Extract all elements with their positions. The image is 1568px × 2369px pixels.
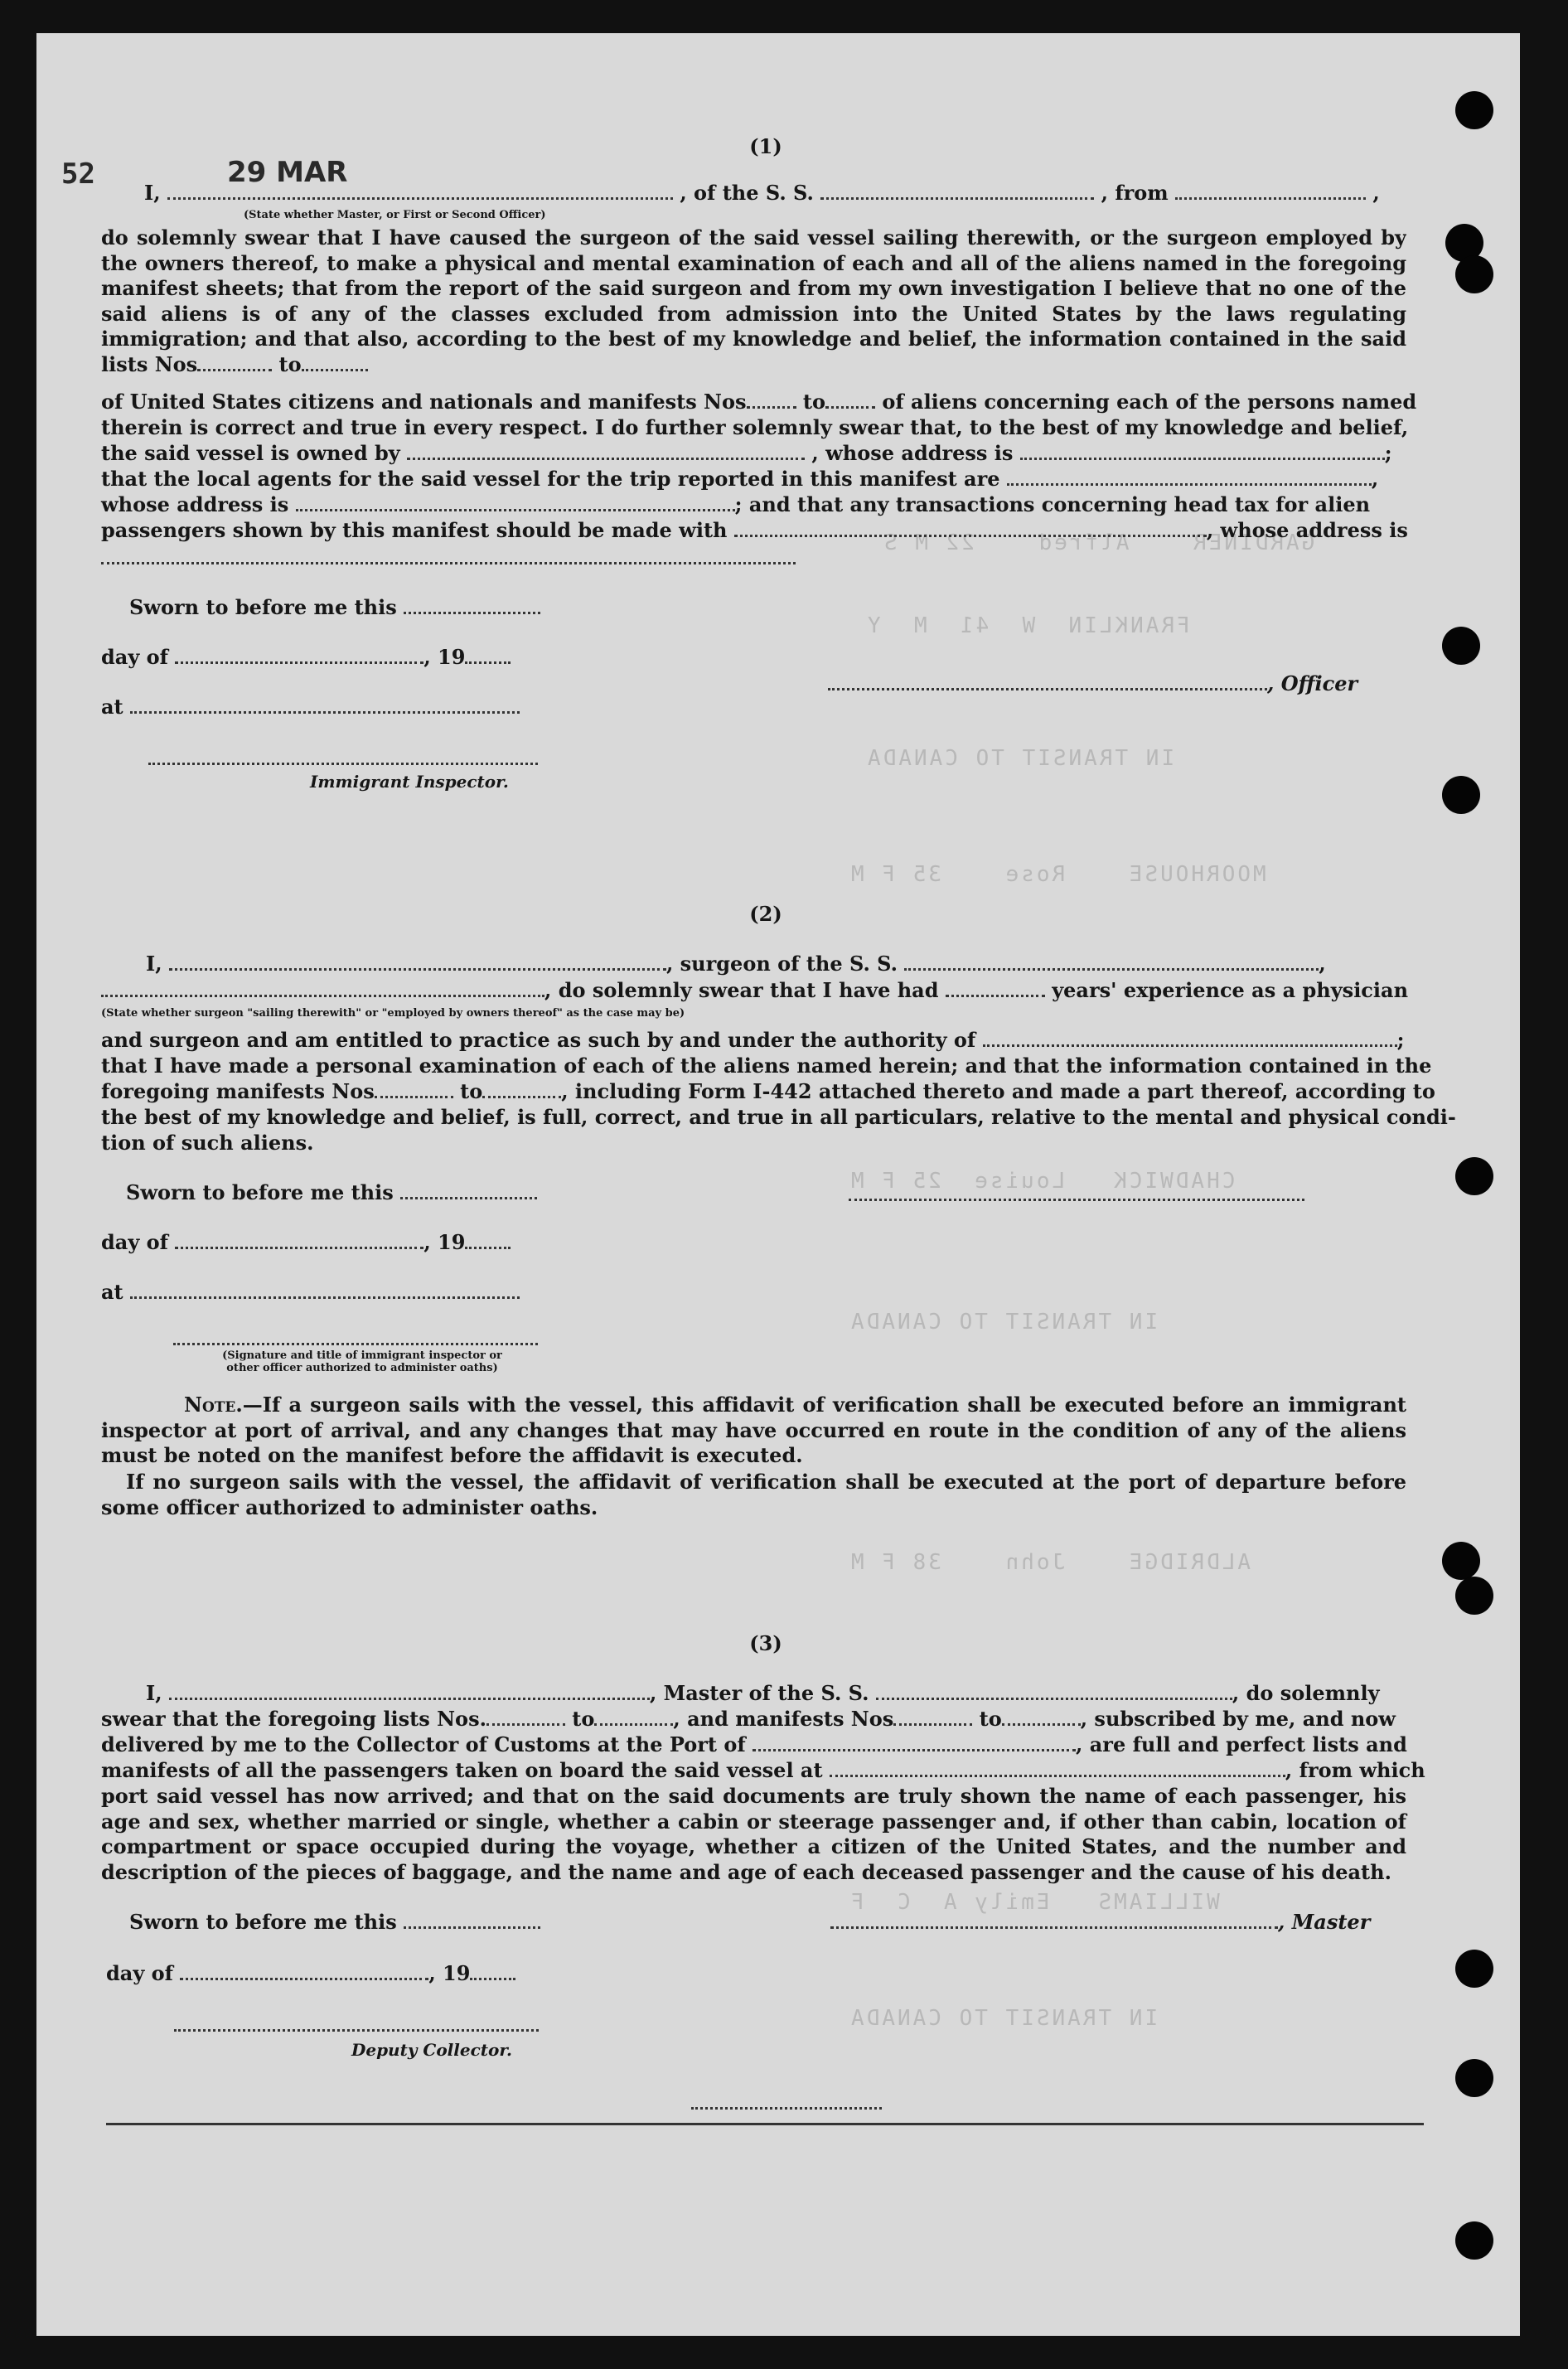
text-sworn: Sworn to before me this <box>126 1180 394 1204</box>
boarding-port-blank <box>830 1760 1285 1777</box>
text-I: I, <box>146 952 162 976</box>
inspector-2-signature-blank <box>173 1341 538 1345</box>
manifest-nos-blank <box>747 391 796 409</box>
signature-caption-line-1: (Signature and title of immigrant inspector or <box>222 1349 502 1362</box>
text-day-of: day of <box>101 645 168 669</box>
at-blank <box>130 1281 520 1299</box>
day-blank <box>175 647 423 664</box>
text-owned-by: the said vessel is owned by <box>101 441 400 465</box>
section-1-line-therein: therein is correct and true in every respect. I do further solemnly swear that, to the best of my knowledge and belief, <box>101 415 1409 439</box>
master-name-blank <box>167 182 673 200</box>
text-sworn: Sworn to before me this <box>129 595 397 619</box>
head-tax-address-blank <box>101 560 796 564</box>
bleed-through-text: FRANKLIN W 41 M Y <box>865 613 1190 638</box>
agents-address-blank <box>296 494 735 511</box>
text-sworn: Sworn to before me this <box>129 1910 397 1934</box>
text-aliens-concerning: of aliens concerning each of the persons named <box>882 390 1417 414</box>
manifest-to-blank <box>825 391 875 409</box>
section-2-line-1 <box>146 952 1520 976</box>
section-2-line-4: that I have made a personal examination of each of the aliens named herein; and that the information contained in the <box>101 1054 1432 1078</box>
text-collector: delivered by me to the Collector of Customs at the Port of <box>101 1732 746 1756</box>
vessel-name-blank <box>820 182 1094 200</box>
punch-hole <box>1442 627 1480 665</box>
master-vessel-blank <box>876 1683 1232 1700</box>
section-3-line-4 <box>101 1758 1520 1783</box>
year-blank <box>465 1232 511 1249</box>
text-year: , 19 <box>428 1961 471 1985</box>
section-3-line-3 <box>101 1732 1520 1757</box>
year-blank <box>470 1963 515 1980</box>
master-signature-blank <box>830 1911 1278 1929</box>
inspector-signature-blank <box>148 761 538 765</box>
sworn-blank <box>400 1182 537 1199</box>
at-blank <box>130 696 520 714</box>
section-1-paragraph-text: do solemnly swear that I have caused the surgeon of the said vessel sailing therewith, or the surgeon employed by the owners thereof, to make a physical and mental examination of each and all of the aliens named in the foregoing manifest sheets; that from the report of the said surgeon and from my own investigation I believe that no one of the said aliens is of any of the classes excluded from admission into the United States by the laws regulating immigration; and that also, according to the best of my knowledge and belief, the information contained in the said lists Nos <box>101 225 1406 376</box>
text-subscribed: , subscribed by me, and now <box>1080 1707 1396 1731</box>
section-1-line-agents <box>101 467 1520 492</box>
date-stamp: 29 MAR <box>227 156 348 189</box>
owner-blank <box>407 443 805 460</box>
text-to: to <box>278 351 302 376</box>
surgeon-signature-blank <box>849 1197 1304 1201</box>
text-authority: and surgeon and am entitled to practice as such by and under the authority of <box>101 1028 976 1052</box>
text-do-solemnly: , do solemnly <box>1232 1681 1380 1705</box>
note-label: Note. <box>184 1393 243 1417</box>
section-2-heading: (2) <box>749 902 782 926</box>
text-to: to <box>979 1707 1002 1731</box>
section-3-heading: (3) <box>749 1631 782 1655</box>
text-comma: , <box>1372 181 1380 205</box>
day-blank <box>175 1232 423 1249</box>
text-day-of: day of <box>106 1961 173 1985</box>
text-I: I, <box>144 181 161 205</box>
authority-blank <box>983 1029 1397 1047</box>
agents-blank <box>1007 468 1372 486</box>
section-1-line-1 <box>144 181 1445 206</box>
sworn-line-1 <box>129 595 1520 620</box>
text-at: at <box>101 695 123 719</box>
signature-caption-line-2: other officer authorized to administer oaths) <box>226 1362 498 1374</box>
surgeon-caption: (State whether surgeon "sailing therewith" or "employed by owners thereof" as the case may be) <box>101 1007 685 1020</box>
sworn-line-2 <box>126 1180 1520 1205</box>
punch-hole <box>1455 2221 1493 2260</box>
text-citizens: of United States citizens and nationals and manifests Nos <box>101 390 747 414</box>
bleed-through-text: IN TRANSIT TO CANADA <box>849 2006 1159 2031</box>
immigrant-inspector-caption: Immigrant Inspector. <box>310 772 509 792</box>
text-year: , 19 <box>423 1230 466 1254</box>
section-2-line-6: the best of my knowledge and belief, is full, correct, and true in all particulars, relative to the mental and physical condi- <box>101 1105 1456 1129</box>
master-caption: (State whether Master, or First or Second Officer) <box>244 209 546 221</box>
text-local-agents: that the local agents for the said vessel for the trip reported in this manifest are <box>101 467 1000 491</box>
text-to: to <box>802 390 825 414</box>
manifest-to-blank <box>1002 1708 1081 1726</box>
bleed-through-text: GARDINER Alfred 22 M S <box>882 530 1315 555</box>
text-to: to <box>460 1079 483 1103</box>
text-solemnly-swear: , do solemnly swear that I have had <box>544 978 939 1002</box>
years-blank <box>946 980 1045 997</box>
text-at: at <box>101 1280 123 1304</box>
bleed-through-text: MOORHOUSE Rose 35 F M <box>849 862 1266 887</box>
lists-to-blank <box>302 354 368 371</box>
section-1-heading: (1) <box>749 134 782 158</box>
head-tax-party-blank <box>734 520 1207 537</box>
text-surgeon-of: , surgeon of the S. S. <box>665 952 898 976</box>
text-comma: , <box>1319 952 1326 976</box>
lists-to-blank <box>594 1708 673 1726</box>
punch-hole <box>1442 776 1480 814</box>
day-line-2 <box>101 1230 1520 1255</box>
bleed-through-text: IN TRANSIT TO CANADA <box>865 746 1175 771</box>
section-2-line-5 <box>101 1079 1520 1104</box>
surgeon-vessel-blank <box>904 953 1319 971</box>
officer-line <box>828 671 1520 696</box>
section-1-line-passengers <box>101 518 1520 543</box>
day-line-3 <box>106 1961 1520 1986</box>
text-head-tax: ; and that any transactions concerning head tax for alien <box>734 492 1371 516</box>
lists-blank <box>486 1708 565 1726</box>
bleed-through-text: WILLIAMS Emily A C F <box>849 1890 1220 1915</box>
sworn-blank <box>404 1911 540 1929</box>
punch-hole <box>1442 1542 1480 1580</box>
text-manifests-nos: , and manifests Nos <box>673 1707 894 1731</box>
punch-hole <box>1455 2059 1493 2097</box>
text-passengers-shown: passengers shown by this manifest should be made with <box>101 518 728 542</box>
note-text-1: —If a surgeon sails with the vessel, this affidavit of verification shall be executed before an immigrant inspector at port of arrival, and any changes that may have occurred en route in the condition of any of the aliens must be noted on the manifest before the affidavit is executed. <box>101 1393 1406 1467</box>
text-years-experience: years' experience as a physician <box>1052 978 1409 1002</box>
bleed-through-text: ALDRIDGE John 38 F M <box>849 1550 1251 1575</box>
text-full-perfect: , are full and perfect lists and <box>1076 1732 1407 1756</box>
note-paragraph-2: If no surgeon sails with the vessel, the affidavit of verification shall be executed at the port of departure before some officer authorized to administer oaths. <box>101 1470 1406 1519</box>
day-blank <box>180 1963 428 1980</box>
bottom-rule <box>106 2123 1424 2125</box>
text-foregoing-manifests: foregoing manifests Nos <box>101 1079 375 1103</box>
punch-hole <box>1455 1950 1493 1988</box>
deputy-signature-blank <box>174 2027 539 2032</box>
surgeon-name-blank <box>169 953 666 971</box>
section-1-line-citizens <box>101 390 1520 414</box>
text-including-form: , including Form I-442 attached thereto and made a part thereof, according to <box>561 1079 1435 1103</box>
owner-address-blank <box>1020 443 1385 460</box>
sworn-blank <box>404 597 540 614</box>
bleed-through-text: CHADWICK Louise 25 F M <box>849 1169 1236 1194</box>
punch-hole <box>1455 255 1493 293</box>
text-year: , 19 <box>423 645 466 669</box>
section-2-line-7: tion of such aliens. <box>101 1131 314 1155</box>
section-1-line-owned <box>101 441 1520 466</box>
text-whose-address: , whose address is <box>811 441 1014 465</box>
punch-hole <box>1455 91 1493 129</box>
text-semicolon: ; <box>1396 1028 1405 1052</box>
dotted-mark <box>691 2105 882 2110</box>
section-3-line-2 <box>101 1707 1520 1732</box>
text-officer: , Officer <box>1267 671 1358 695</box>
text-master: , Master <box>1278 1910 1371 1934</box>
section-2-line-3 <box>101 1028 1520 1053</box>
port-from-blank <box>1175 182 1366 200</box>
master-signature-line <box>830 1910 1520 1935</box>
section-1-line-whose-address <box>101 492 1520 517</box>
margin-number-stamp: 52 <box>61 157 95 191</box>
punch-hole <box>1455 1157 1493 1195</box>
port-blank <box>753 1734 1076 1751</box>
surgeon-manifest-to-blank <box>482 1081 561 1098</box>
manifest-affidavit-sheet <box>36 33 1520 2336</box>
bleed-through-text: IN TRANSIT TO CANADA <box>849 1310 1159 1335</box>
text-I: I, <box>146 1681 162 1705</box>
text-day-of: day of <box>101 1230 168 1254</box>
text-of-ss: , of the S. S. <box>680 181 814 205</box>
year-blank <box>465 647 511 664</box>
text-taken-on-board: manifests of all the passengers taken on board the said vessel at <box>101 1758 823 1782</box>
manifest-blank <box>893 1708 972 1726</box>
master-name-blank <box>169 1683 650 1700</box>
at-line-1 <box>101 695 1520 719</box>
surgeon-manifest-blank <box>375 1081 453 1098</box>
surgeon-status-blank <box>101 980 544 997</box>
text-to: to <box>572 1707 595 1731</box>
deputy-collector-caption: Deputy Collector. <box>351 2040 513 2060</box>
text-whose-address: , whose address is <box>1206 518 1408 542</box>
note-paragraph-1 <box>101 1393 1406 1469</box>
section-3-paragraph: port said vessel has now arrived; and that on the said documents are truly shown the name of each passenger, his age and sex, whether married or single, whether a cabin or steerage passenger and, if other than cabin, location of compartment or space occupied during the voyage, whether a citizen of the United States, and the number and description of the pieces of baggage, and the name and age of each deceased passenger and the cause of his death. <box>101 1784 1406 1884</box>
text-semicolon: ; <box>1384 441 1392 465</box>
text-master-of: , Master of the S. S. <box>649 1681 869 1705</box>
officer-signature-blank <box>828 673 1267 690</box>
day-line-1 <box>101 645 1520 670</box>
text-whose-address: whose address is <box>101 492 289 516</box>
text-comma: , <box>1371 467 1379 491</box>
signature-caption <box>176 1349 549 1374</box>
at-line-2 <box>101 1280 1520 1305</box>
section-2-line-2 <box>101 978 1520 1003</box>
lists-nos-blank <box>197 354 272 371</box>
punch-hole <box>1455 1577 1493 1615</box>
section-3-line-1 <box>146 1681 1520 1706</box>
text-foregoing-lists: swear that the foregoing lists Nos. <box>101 1707 486 1731</box>
text-from-which: , from which <box>1285 1758 1425 1782</box>
section-1-paragraph <box>101 225 1406 376</box>
text-from: , from <box>1101 181 1169 205</box>
